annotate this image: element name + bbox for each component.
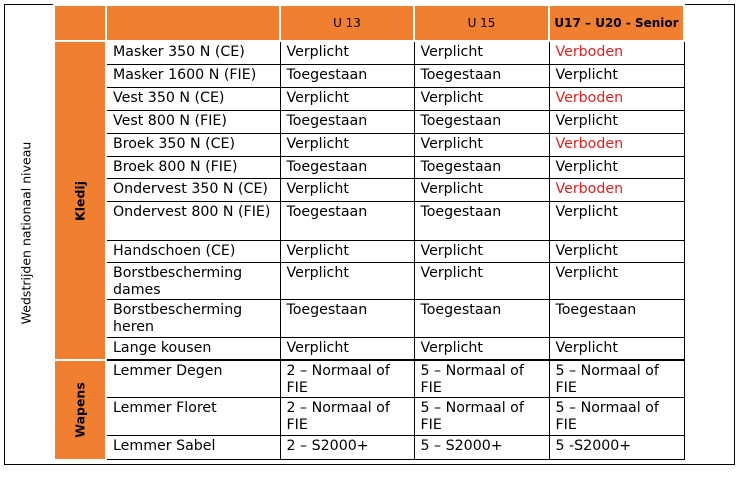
u15-cell: Toegestaan	[414, 299, 549, 337]
u15-cell: Toegestaan	[414, 110, 549, 133]
senior-cell: Verplicht	[549, 240, 684, 262]
header-senior: U17 – U20 - Senior	[549, 5, 684, 41]
header-corner	[54, 5, 106, 41]
u13-cell: 2 – Normaal of FIE	[280, 398, 414, 436]
table-row	[54, 436, 684, 460]
u15-cell: Toegestaan	[414, 201, 549, 240]
header-u13: U 13	[280, 5, 414, 41]
item-cell: Lange kousen	[106, 337, 280, 360]
group-kledij	[54, 41, 106, 360]
item-cell: Borstbescherming heren	[106, 299, 280, 337]
u13-cell: Verplicht	[280, 133, 414, 156]
senior-cell: Toegestaan	[549, 299, 684, 337]
senior-cell: Verboden	[549, 41, 684, 64]
u15-cell: Verplicht	[414, 337, 549, 360]
equipment-table	[53, 4, 685, 461]
table-row	[54, 41, 684, 64]
table-row	[54, 337, 684, 360]
table-row	[54, 262, 684, 299]
u13-cell: Toegestaan	[280, 110, 414, 133]
u13-cell: Verplicht	[280, 240, 414, 262]
table-row	[54, 360, 684, 398]
table-row	[54, 178, 684, 201]
u13-cell: Toegestaan	[280, 299, 414, 337]
table-row	[54, 156, 684, 178]
item-cell: Masker 1600 N (FIE)	[106, 64, 280, 87]
table-row	[54, 87, 684, 110]
u15-cell: Verplicht	[414, 41, 549, 64]
item-cell: Vest 350 N (CE)	[106, 87, 280, 110]
u13-cell: 2 – Normaal of FIE	[280, 360, 414, 398]
item-cell: Lemmer Degen	[106, 360, 280, 398]
senior-cell: Verplicht	[549, 201, 684, 240]
table-row	[54, 64, 684, 87]
u15-cell: Toegestaan	[414, 64, 549, 87]
table-row	[54, 240, 684, 262]
senior-cell: Verplicht	[549, 64, 684, 87]
u13-cell: Verplicht	[280, 87, 414, 110]
senior-cell: 5 -S2000+	[549, 436, 684, 460]
senior-cell: Verplicht	[549, 337, 684, 360]
u15-cell: 5 – Normaal of FIE	[414, 360, 549, 398]
u15-cell: 5 – Normaal of FIE	[414, 398, 549, 436]
u15-cell: Verplicht	[414, 87, 549, 110]
senior-cell: Verplicht	[549, 262, 684, 299]
u13-cell: Toegestaan	[280, 201, 414, 240]
u15-cell: Verplicht	[414, 240, 549, 262]
group-wapens	[54, 360, 106, 460]
u13-cell: 2 – S2000+	[280, 436, 414, 460]
item-cell: Broek 800 N (FIE)	[106, 156, 280, 178]
item-cell: Vest 800 N (FIE)	[106, 110, 280, 133]
header-u15: U 15	[414, 5, 549, 41]
senior-cell: Verboden	[549, 133, 684, 156]
item-cell: Masker 350 N (CE)	[106, 41, 280, 64]
u13-cell: Verplicht	[280, 41, 414, 64]
u15-cell: Verplicht	[414, 262, 549, 299]
u13-cell: Toegestaan	[280, 64, 414, 87]
group-label: Wapens	[72, 381, 88, 438]
group-label: Kledij	[72, 180, 88, 221]
table-row	[54, 110, 684, 133]
side-label: Wedstrijden nationaal niveau	[18, 141, 34, 325]
table-row	[54, 201, 684, 240]
table-row	[54, 133, 684, 156]
item-cell: Ondervest 800 N (FIE)	[106, 201, 280, 240]
senior-cell: Verplicht	[549, 156, 684, 178]
u13-cell: Verplicht	[280, 178, 414, 201]
item-cell: Lemmer Sabel	[106, 436, 280, 460]
item-cell: Broek 350 N (CE)	[106, 133, 280, 156]
u15-cell: 5 – S2000+	[414, 436, 549, 460]
table-row	[54, 398, 684, 436]
u13-cell: Verplicht	[280, 337, 414, 360]
table-row	[54, 299, 684, 337]
senior-cell: 5 – Normaal of FIE	[549, 398, 684, 436]
u13-cell: Verplicht	[280, 262, 414, 299]
u15-cell: Verplicht	[414, 133, 549, 156]
u15-cell: Verplicht	[414, 178, 549, 201]
u15-cell: Toegestaan	[414, 156, 549, 178]
item-cell: Lemmer Floret	[106, 398, 280, 436]
senior-cell: 5 – Normaal of FIE	[549, 360, 684, 398]
header-item	[106, 5, 280, 41]
item-cell: Ondervest 350 N (CE)	[106, 178, 280, 201]
senior-cell: Verboden	[549, 87, 684, 110]
u13-cell: Toegestaan	[280, 156, 414, 178]
item-cell: Handschoen (CE)	[106, 240, 280, 262]
senior-cell: Verboden	[549, 178, 684, 201]
senior-cell: Verplicht	[549, 110, 684, 133]
item-cell: Borstbescherming dames	[106, 262, 280, 299]
